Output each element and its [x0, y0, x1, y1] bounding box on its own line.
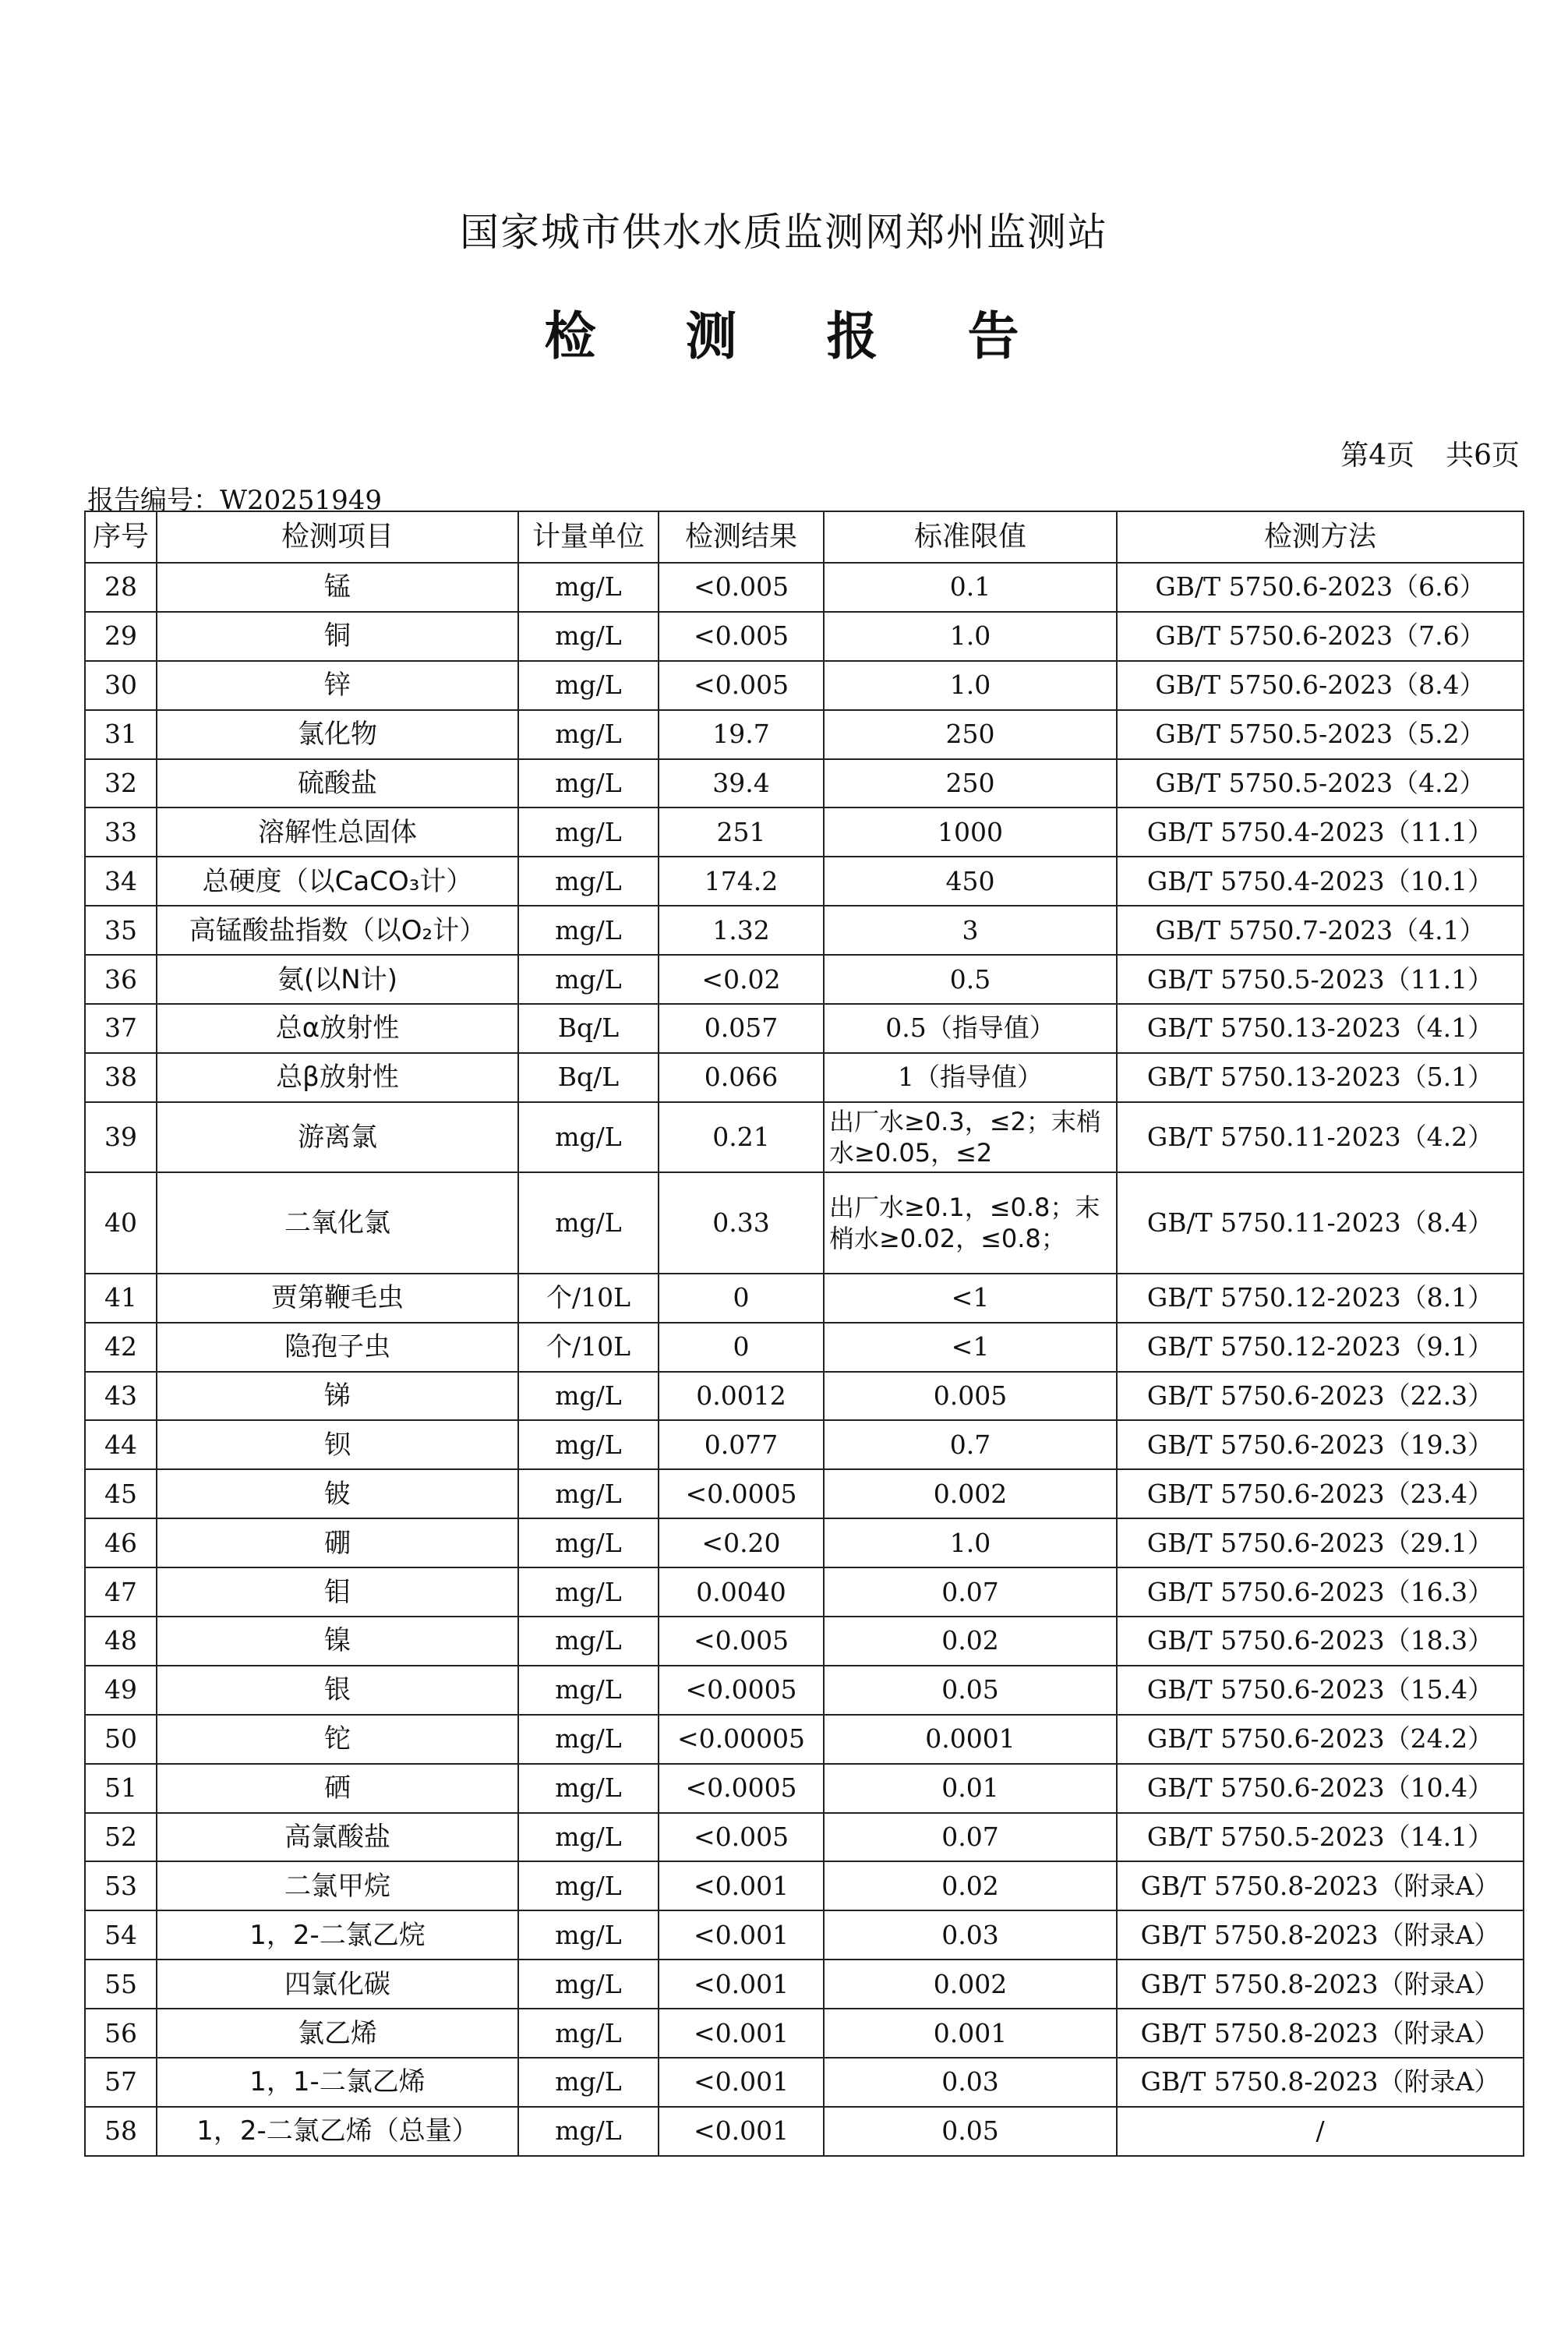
- test-method-cell: GB/T 5750.5-2023（5.2）: [1117, 710, 1524, 759]
- row-number-cell: 53: [85, 1861, 157, 1910]
- test-method-cell: GB/T 5750.8-2023（附录A）: [1117, 1861, 1524, 1910]
- item-name-cell: 钼: [157, 1567, 518, 1617]
- test-method-cell: GB/T 5750.6-2023（29.1）: [1117, 1518, 1524, 1567]
- item-name-cell: 游离氯: [157, 1102, 518, 1172]
- page-total: 共6页: [1446, 440, 1520, 472]
- column-header-method: 检测方法: [1117, 511, 1524, 563]
- row-number-cell: 50: [85, 1715, 157, 1764]
- page-current: 第4页: [1340, 440, 1415, 472]
- test-method-cell: GB/T 5750.13-2023（4.1）: [1117, 1004, 1524, 1053]
- table-header-row: [85, 511, 1524, 563]
- row-number-cell: 45: [85, 1469, 157, 1518]
- standard-limit-cell: 3: [824, 906, 1117, 955]
- item-name-cell: 钡: [157, 1420, 518, 1469]
- table-row: [85, 808, 1524, 857]
- result-value-cell: <0.001: [659, 2058, 824, 2107]
- item-name-cell: 总α放射性: [157, 1004, 518, 1053]
- result-value-cell: <0.001: [659, 1910, 824, 1960]
- result-value-cell: <0.005: [659, 1813, 824, 1862]
- unit-cell: mg/L: [518, 1518, 659, 1567]
- row-number-cell: 52: [85, 1813, 157, 1862]
- test-method-cell: GB/T 5750.5-2023（11.1）: [1117, 955, 1524, 1004]
- row-number-cell: 49: [85, 1666, 157, 1715]
- table-body: [85, 563, 1524, 2156]
- table-row: [85, 1617, 1524, 1666]
- row-number-cell: 48: [85, 1617, 157, 1666]
- standard-limit-cell: 0.001: [824, 2009, 1117, 2058]
- unit-cell: mg/L: [518, 563, 659, 612]
- standard-limit-cell: 0.07: [824, 1567, 1117, 1617]
- test-method-cell: GB/T 5750.8-2023（附录A）: [1117, 2009, 1524, 2058]
- table-row: [85, 1172, 1524, 1274]
- test-method-cell: GB/T 5750.6-2023（16.3）: [1117, 1567, 1524, 1617]
- row-number-cell: 29: [85, 612, 157, 661]
- result-value-cell: <0.005: [659, 661, 824, 710]
- item-name-cell: 银: [157, 1666, 518, 1715]
- test-method-cell: GB/T 5750.6-2023（10.4）: [1117, 1764, 1524, 1813]
- page-indicator: [1340, 433, 1520, 473]
- results-table: [84, 511, 1524, 2157]
- standard-limit-cell: 0.7: [824, 1420, 1117, 1469]
- standard-limit-cell: 0.01: [824, 1764, 1117, 1813]
- result-value-cell: 0.0040: [659, 1567, 824, 1617]
- item-name-cell: 高氯酸盐: [157, 1813, 518, 1862]
- result-value-cell: 0: [659, 1274, 824, 1323]
- result-value-cell: 0.057: [659, 1004, 824, 1053]
- item-name-cell: 铜: [157, 612, 518, 661]
- unit-cell: mg/L: [518, 857, 659, 906]
- unit-cell: Bq/L: [518, 1004, 659, 1053]
- unit-cell: mg/L: [518, 1172, 659, 1274]
- standard-limit-cell: 0.005: [824, 1372, 1117, 1421]
- table-row: [85, 2009, 1524, 2058]
- item-name-cell: 氯乙烯: [157, 2009, 518, 2058]
- table-row: [85, 1861, 1524, 1910]
- row-number-cell: 28: [85, 563, 157, 612]
- test-method-cell: GB/T 5750.6-2023（15.4）: [1117, 1666, 1524, 1715]
- test-method-cell: GB/T 5750.6-2023（6.6）: [1117, 563, 1524, 612]
- item-name-cell: 溶解性总固体: [157, 808, 518, 857]
- result-value-cell: <0.20: [659, 1518, 824, 1567]
- test-method-cell: GB/T 5750.5-2023（4.2）: [1117, 759, 1524, 808]
- result-value-cell: 1.32: [659, 906, 824, 955]
- unit-cell: mg/L: [518, 1861, 659, 1910]
- test-method-cell: GB/T 5750.12-2023（9.1）: [1117, 1323, 1524, 1372]
- standard-limit-cell: 0.1: [824, 563, 1117, 612]
- test-method-cell: GB/T 5750.7-2023（4.1）: [1117, 906, 1524, 955]
- unit-cell: mg/L: [518, 1102, 659, 1172]
- table-row: [85, 1469, 1524, 1518]
- test-method-cell: GB/T 5750.11-2023（8.4）: [1117, 1172, 1524, 1274]
- unit-cell: mg/L: [518, 906, 659, 955]
- unit-cell: mg/L: [518, 1910, 659, 1960]
- table-row: [85, 1567, 1524, 1617]
- row-number-cell: 36: [85, 955, 157, 1004]
- standard-limit-cell: 0.002: [824, 1469, 1117, 1518]
- result-value-cell: <0.001: [659, 2107, 824, 2156]
- standard-limit-cell: 1.0: [824, 612, 1117, 661]
- table-row: [85, 612, 1524, 661]
- row-number-cell: 34: [85, 857, 157, 906]
- unit-cell: mg/L: [518, 2058, 659, 2107]
- test-method-cell: GB/T 5750.6-2023（7.6）: [1117, 612, 1524, 661]
- item-name-cell: 锰: [157, 563, 518, 612]
- item-name-cell: 硼: [157, 1518, 518, 1567]
- standard-limit-cell: 1（指导值）: [824, 1053, 1117, 1102]
- column-header-no: 序号: [85, 511, 157, 563]
- unit-cell: mg/L: [518, 1960, 659, 2009]
- table-row: [85, 710, 1524, 759]
- unit-cell: mg/L: [518, 1567, 659, 1617]
- test-method-cell: GB/T 5750.4-2023（10.1）: [1117, 857, 1524, 906]
- test-method-cell: GB/T 5750.6-2023（8.4）: [1117, 661, 1524, 710]
- table-row: [85, 2058, 1524, 2107]
- table-row: [85, 1102, 1524, 1172]
- item-name-cell: 1，2-二氯乙烷: [157, 1910, 518, 1960]
- result-value-cell: 19.7: [659, 710, 824, 759]
- table-row: [85, 1813, 1524, 1862]
- table-row: [85, 1372, 1524, 1421]
- table-row: [85, 1323, 1524, 1372]
- result-value-cell: <0.001: [659, 2009, 824, 2058]
- table-row: [85, 857, 1524, 906]
- result-value-cell: <0.0005: [659, 1764, 824, 1813]
- result-value-cell: <0.005: [659, 612, 824, 661]
- table-row: [85, 1764, 1524, 1813]
- unit-cell: 个/10L: [518, 1274, 659, 1323]
- item-name-cell: 总β放射性: [157, 1053, 518, 1102]
- standard-limit-cell: 250: [824, 710, 1117, 759]
- row-number-cell: 47: [85, 1567, 157, 1617]
- item-name-cell: 锌: [157, 661, 518, 710]
- result-value-cell: <0.02: [659, 955, 824, 1004]
- standard-limit-cell: <1: [824, 1323, 1117, 1372]
- result-value-cell: 0.21: [659, 1102, 824, 1172]
- test-method-cell: /: [1117, 2107, 1524, 2156]
- row-number-cell: 57: [85, 2058, 157, 2107]
- table-row: [85, 1518, 1524, 1567]
- report-number: 报告编号：W20251949: [87, 485, 383, 516]
- standard-limit-cell: 0.07: [824, 1813, 1117, 1862]
- item-name-cell: 锑: [157, 1372, 518, 1421]
- unit-cell: Bq/L: [518, 1053, 659, 1102]
- table-row: [85, 1960, 1524, 2009]
- test-method-cell: GB/T 5750.6-2023（18.3）: [1117, 1617, 1524, 1666]
- test-method-cell: GB/T 5750.8-2023（附录A）: [1117, 1960, 1524, 2009]
- item-name-cell: 四氯化碳: [157, 1960, 518, 2009]
- standard-limit-cell: 0.05: [824, 2107, 1117, 2156]
- standard-limit-cell: 1.0: [824, 661, 1117, 710]
- table-row: [85, 1004, 1524, 1053]
- standard-limit-cell: 0.03: [824, 1910, 1117, 1960]
- standard-limit-cell: 1.0: [824, 1518, 1117, 1567]
- unit-cell: mg/L: [518, 1813, 659, 1862]
- row-number-cell: 46: [85, 1518, 157, 1567]
- standard-limit-cell: 出厂水≥0.3，≤2；末梢水≥0.05，≤2: [824, 1102, 1117, 1172]
- result-value-cell: <0.005: [659, 563, 824, 612]
- table-row: [85, 563, 1524, 612]
- standard-limit-cell: 0.02: [824, 1861, 1117, 1910]
- result-value-cell: 0.066: [659, 1053, 824, 1102]
- test-method-cell: GB/T 5750.6-2023（23.4）: [1117, 1469, 1524, 1518]
- standard-limit-cell: 0.5（指导值）: [824, 1004, 1117, 1053]
- standard-limit-cell: 450: [824, 857, 1117, 906]
- test-method-cell: GB/T 5750.11-2023（4.2）: [1117, 1102, 1524, 1172]
- standard-limit-cell: <1: [824, 1274, 1117, 1323]
- row-number-cell: 40: [85, 1172, 157, 1274]
- result-value-cell: 174.2: [659, 857, 824, 906]
- table-row: [85, 1910, 1524, 1960]
- column-header-result: 检测结果: [659, 511, 824, 563]
- item-name-cell: 二氧化氯: [157, 1172, 518, 1274]
- item-name-cell: 镍: [157, 1617, 518, 1666]
- standard-limit-cell: 0.02: [824, 1617, 1117, 1666]
- item-name-cell: 硒: [157, 1764, 518, 1813]
- test-method-cell: GB/T 5750.8-2023（附录A）: [1117, 2058, 1524, 2107]
- organization-name: 国家城市供水水质监测网郑州监测站: [460, 210, 1108, 255]
- row-number-cell: 51: [85, 1764, 157, 1813]
- item-name-cell: 铍: [157, 1469, 518, 1518]
- row-number-cell: 39: [85, 1102, 157, 1172]
- standard-limit-cell: 出厂水≥0.1，≤0.8；末梢水≥0.02，≤0.8；: [824, 1172, 1117, 1274]
- table-row: [85, 1715, 1524, 1764]
- test-method-cell: GB/T 5750.6-2023（24.2）: [1117, 1715, 1524, 1764]
- standard-limit-cell: 0.0001: [824, 1715, 1117, 1764]
- result-value-cell: <0.001: [659, 1861, 824, 1910]
- test-method-cell: GB/T 5750.8-2023（附录A）: [1117, 1910, 1524, 1960]
- standard-limit-cell: 0.05: [824, 1666, 1117, 1715]
- item-name-cell: 铊: [157, 1715, 518, 1764]
- row-number-cell: 35: [85, 906, 157, 955]
- unit-cell: mg/L: [518, 1715, 659, 1764]
- document-title: 检 测 报 告: [544, 306, 1055, 366]
- unit-cell: mg/L: [518, 1617, 659, 1666]
- item-name-cell: 隐孢子虫: [157, 1323, 518, 1372]
- result-value-cell: 251: [659, 808, 824, 857]
- test-method-cell: GB/T 5750.6-2023（22.3）: [1117, 1372, 1524, 1421]
- item-name-cell: 1，2-二氯乙烯（总量）: [157, 2107, 518, 2156]
- column-header-item: 检测项目: [157, 511, 518, 563]
- unit-cell: mg/L: [518, 661, 659, 710]
- result-value-cell: <0.0005: [659, 1469, 824, 1518]
- item-name-cell: 高锰酸盐指数（以O₂计）: [157, 906, 518, 955]
- result-value-cell: <0.001: [659, 1960, 824, 2009]
- result-value-cell: 0.0012: [659, 1372, 824, 1421]
- unit-cell: mg/L: [518, 2009, 659, 2058]
- table-row: [85, 1274, 1524, 1323]
- result-value-cell: <0.0005: [659, 1666, 824, 1715]
- result-value-cell: <0.00005: [659, 1715, 824, 1764]
- result-value-cell: 0.33: [659, 1172, 824, 1274]
- test-method-cell: GB/T 5750.5-2023（14.1）: [1117, 1813, 1524, 1862]
- unit-cell: mg/L: [518, 1469, 659, 1518]
- row-number-cell: 31: [85, 710, 157, 759]
- row-number-cell: 37: [85, 1004, 157, 1053]
- standard-limit-cell: 1000: [824, 808, 1117, 857]
- unit-cell: mg/L: [518, 1420, 659, 1469]
- row-number-cell: 30: [85, 661, 157, 710]
- unit-cell: mg/L: [518, 808, 659, 857]
- result-value-cell: <0.005: [659, 1617, 824, 1666]
- table-row: [85, 906, 1524, 955]
- item-name-cell: 总硬度（以CaCO₃计）: [157, 857, 518, 906]
- unit-cell: mg/L: [518, 1666, 659, 1715]
- standard-limit-cell: 0.5: [824, 955, 1117, 1004]
- row-number-cell: 32: [85, 759, 157, 808]
- row-number-cell: 42: [85, 1323, 157, 1372]
- column-header-limit: 标准限值: [824, 511, 1117, 563]
- row-number-cell: 33: [85, 808, 157, 857]
- result-value-cell: 0.077: [659, 1420, 824, 1469]
- row-number-cell: 55: [85, 1960, 157, 2009]
- item-name-cell: 贾第鞭毛虫: [157, 1274, 518, 1323]
- row-number-cell: 54: [85, 1910, 157, 1960]
- column-header-unit: 计量单位: [518, 511, 659, 563]
- item-name-cell: 硫酸盐: [157, 759, 518, 808]
- item-name-cell: 氯化物: [157, 710, 518, 759]
- unit-cell: mg/L: [518, 612, 659, 661]
- unit-cell: 个/10L: [518, 1323, 659, 1372]
- test-method-cell: GB/T 5750.13-2023（5.1）: [1117, 1053, 1524, 1102]
- item-name-cell: 1，1-二氯乙烯: [157, 2058, 518, 2107]
- table-row: [85, 955, 1524, 1004]
- row-number-cell: 44: [85, 1420, 157, 1469]
- row-number-cell: 56: [85, 2009, 157, 2058]
- table-row: [85, 661, 1524, 710]
- result-value-cell: 39.4: [659, 759, 824, 808]
- row-number-cell: 41: [85, 1274, 157, 1323]
- standard-limit-cell: 250: [824, 759, 1117, 808]
- row-number-cell: 38: [85, 1053, 157, 1102]
- standard-limit-cell: 0.002: [824, 1960, 1117, 2009]
- table-row: [85, 2107, 1524, 2156]
- row-number-cell: 58: [85, 2107, 157, 2156]
- result-value-cell: 0: [659, 1323, 824, 1372]
- test-method-cell: GB/T 5750.4-2023（11.1）: [1117, 808, 1524, 857]
- unit-cell: mg/L: [518, 759, 659, 808]
- unit-cell: mg/L: [518, 710, 659, 759]
- table-row: [85, 1053, 1524, 1102]
- table-row: [85, 759, 1524, 808]
- table-row: [85, 1666, 1524, 1715]
- item-name-cell: 二氯甲烷: [157, 1861, 518, 1910]
- standard-limit-cell: 0.03: [824, 2058, 1117, 2107]
- test-method-cell: GB/T 5750.12-2023（8.1）: [1117, 1274, 1524, 1323]
- item-name-cell: 氨(以N计): [157, 955, 518, 1004]
- table-row: [85, 1420, 1524, 1469]
- test-method-cell: GB/T 5750.6-2023（19.3）: [1117, 1420, 1524, 1469]
- unit-cell: mg/L: [518, 1372, 659, 1421]
- unit-cell: mg/L: [518, 1764, 659, 1813]
- row-number-cell: 43: [85, 1372, 157, 1421]
- unit-cell: mg/L: [518, 955, 659, 1004]
- unit-cell: mg/L: [518, 2107, 659, 2156]
